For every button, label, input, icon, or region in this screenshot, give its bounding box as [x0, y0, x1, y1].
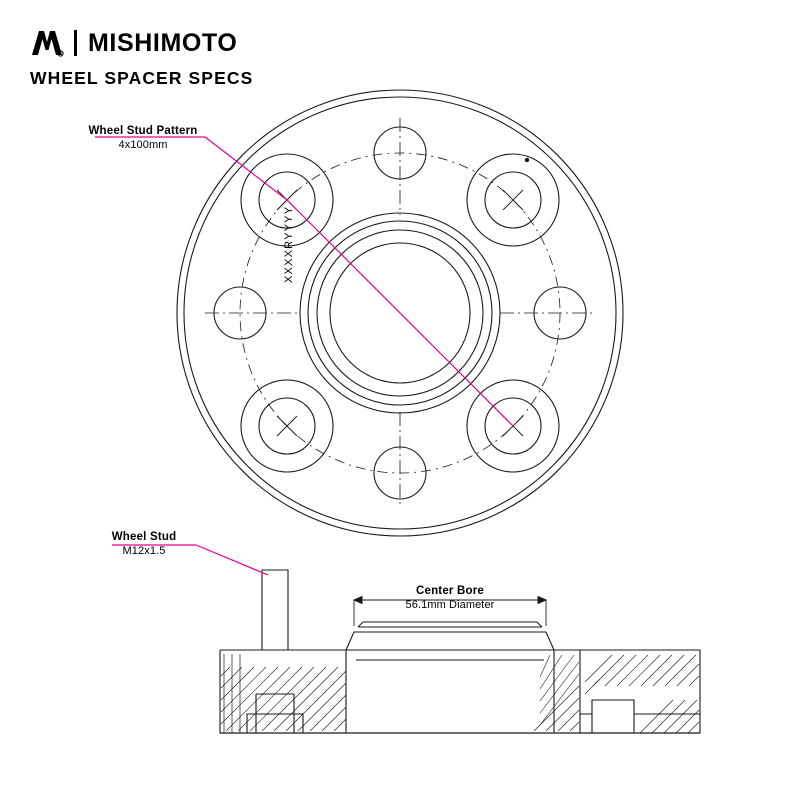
hub-top-corner-links	[358, 622, 542, 627]
callout-wheel-stud-pattern	[84, 124, 202, 153]
callout-value: M12x1.5	[122, 545, 166, 558]
section-hatch-left	[224, 654, 240, 733]
callout-value: 4x100mm	[118, 139, 168, 152]
lug-pocket-bottom-left	[241, 380, 333, 472]
section-right-flange-outline	[580, 650, 700, 733]
brand-name: MISHIMOTO	[88, 28, 238, 57]
lug-pocket-top-right	[467, 154, 559, 246]
svg-text:R: R	[59, 52, 62, 57]
part-marking-text: XXXXRYYYY	[283, 205, 295, 283]
callout-title: Wheel Stud	[111, 531, 177, 543]
callout-value: 56.1mm Diameter	[405, 599, 495, 612]
wheel-stud-outline-right	[262, 570, 288, 650]
section-hatch-pattern-far-right	[585, 655, 699, 733]
stud-pattern-diagonal-line	[287, 200, 513, 426]
callout-center-bore	[355, 584, 545, 613]
lug-bore-right-outline	[592, 700, 634, 733]
wheel-stud-leader-line	[196, 545, 268, 575]
section-body-outline	[220, 650, 580, 733]
callout-title: Wheel Stud Pattern	[88, 125, 198, 137]
callout-title: Center Bore	[415, 585, 485, 597]
hub-top-chamfer	[346, 632, 554, 650]
page-title: WHEEL SPACER SPECS	[30, 68, 254, 88]
callout-wheel-stud	[100, 530, 188, 559]
section-hatch-pattern-right	[534, 655, 579, 731]
stud-pattern-dimension	[95, 137, 513, 426]
stud-pattern-leader-line	[205, 137, 287, 200]
